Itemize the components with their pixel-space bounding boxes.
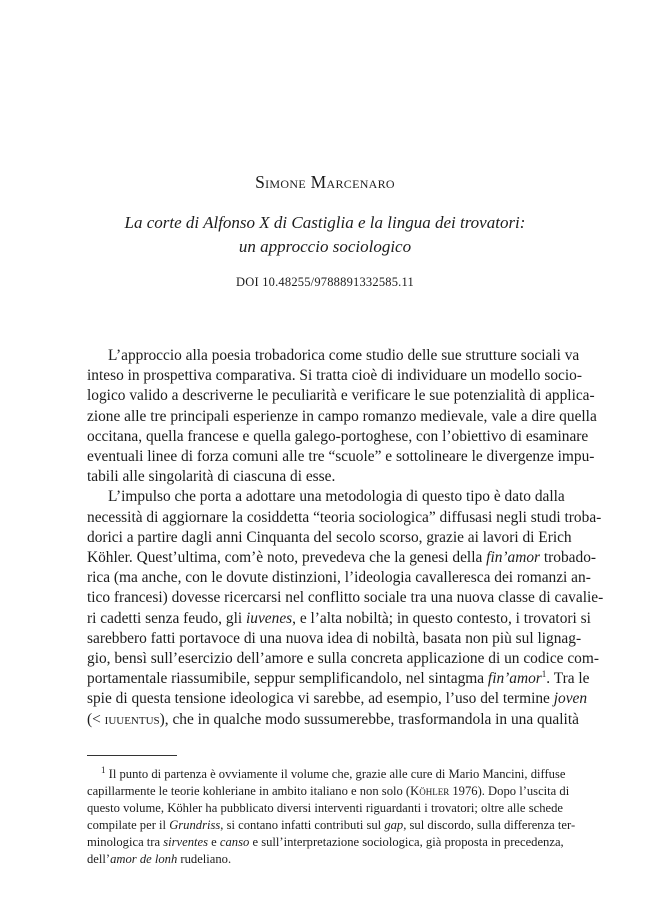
text-line xyxy=(87,764,566,783)
body-text xyxy=(87,346,604,730)
text-run: minologica tra xyxy=(87,835,164,849)
smallcaps-author: Köhler xyxy=(410,784,450,798)
text-line xyxy=(87,834,563,851)
text-run: trobado- xyxy=(540,549,597,567)
italic-term: fin’amor xyxy=(486,549,541,567)
text-run: rudeliano. xyxy=(177,852,232,866)
text-line: dorici a partire dagli anni Cinquanta del secolo scorso, grazie ai lavori di Erich xyxy=(87,528,572,546)
paragraph xyxy=(87,487,604,729)
title-line: La corte di Alfonso X di Castiglia e la lingua dei trovatori: xyxy=(124,213,526,232)
italic-term: sirventes xyxy=(163,835,209,849)
text-run: 1976). Dopo l’uscita di xyxy=(449,784,570,798)
text-line xyxy=(87,783,570,800)
text-line xyxy=(87,689,588,709)
text-line: inteso in prospettiva comparativa. Si tratta cioè di individuare un modello socio- xyxy=(87,367,582,385)
text-run: ), che in qualche modo sussumerebbe, trasformandola in una qualità xyxy=(159,710,579,728)
text-line xyxy=(87,710,579,730)
text-run: , si contano infatti contributi sul xyxy=(220,818,385,832)
text-run: dell’ xyxy=(87,852,111,866)
text-run: portamentale riassumibile, seppur semplificandolo, nel sintagma xyxy=(87,670,488,688)
italic-term: fin’amor xyxy=(487,670,542,688)
text-run: e sull’interpretazione sociologica, già proposta in precedenza, xyxy=(249,835,564,849)
text-run: (< xyxy=(87,710,105,728)
text-line: zione alle tre principali esperienze in campo romanzo medievale, vale a dire quella xyxy=(87,407,597,425)
title-line: un approccio sociologico xyxy=(238,237,412,256)
text-line: tabili alle singolarità di ciascuna di esse. xyxy=(87,468,336,486)
text-run: ri cadetti senza feudo, gli xyxy=(87,609,246,627)
text-line: eventuali linee di forza comuni alle tre “scuole” e sottolineare le divergenze impu- xyxy=(87,448,595,466)
italic-term: joven xyxy=(553,690,588,708)
footnote-ref[interactable]: 1 xyxy=(541,669,547,680)
text-line xyxy=(87,609,591,629)
text-line: tico francesi) dovesse ricercarsi nel conflitto sociale tra una nuova classe di cavalie- xyxy=(87,589,604,607)
italic-term: gap xyxy=(384,818,404,832)
text-line: necessità di aggiornare la cosiddetta “teoria sociologica” diffusasi negli studi troba- xyxy=(87,508,602,526)
author-name: Simone Marcenaro xyxy=(255,172,395,192)
smallcaps-term: iuuentus xyxy=(104,710,160,728)
text-run: , e l’alta nobiltà; in questo contesto, i trovatori si xyxy=(292,609,591,627)
paragraph xyxy=(87,346,597,487)
italic-term: canso xyxy=(219,835,250,849)
footnote-divider xyxy=(87,755,177,756)
italic-term: iuvenes xyxy=(245,609,293,627)
text-run: , sul discordo, sulla differenza ter- xyxy=(403,818,576,832)
text-line: L’impulso che porta a adottare una metodologia di questo tipo è dato dalla xyxy=(108,488,565,506)
text-line: logico valido a descriverne le peculiarità e verificare le sue potenzialità di applica- xyxy=(87,387,595,405)
text-run: e xyxy=(208,835,220,849)
text-run: Köhler. Quest’ultima, com’è noto, prevedeva che la genesi della xyxy=(87,549,487,567)
text-line: questo volume, Köhler ha pubblicato diversi interventi riguardanti i trovatori; oltre alle schede xyxy=(87,801,563,815)
text-line: sarebbero fatti portavoce di una nuova idea di nobiltà, basata non più sul lignag- xyxy=(87,629,582,647)
text-line xyxy=(87,669,590,689)
text-line xyxy=(87,817,576,834)
footnote-number: 1 xyxy=(101,764,106,775)
text-run: capillarmente le teorie kohleriane in ambito italiano e non solo ( xyxy=(87,784,411,798)
text-line: L’approccio alla poesia trobadorica come studio delle sue strutture sociali va xyxy=(108,347,580,364)
text-line: occitana, quella francese e quella galego-portoghese, con l’obiettivo di esaminare xyxy=(87,427,589,445)
doi-identifier: DOI 10.48255/9788891332585.11 xyxy=(236,275,414,289)
text-line: rica (ma anche, con le dovute distinzioni, l’ideologia cavalleresca dei romanzi an- xyxy=(87,569,591,587)
text-run: Il punto di partenza è ovviamente il volume che, grazie alle cure di Mario Mancini, diffuse xyxy=(105,767,566,781)
text-run: spie di questa tensione ideologica vi sarebbe, ad esempio, l’uso del termine xyxy=(87,690,554,708)
footnote xyxy=(87,764,576,868)
italic-term: Grundriss xyxy=(169,818,221,832)
text-run: . Tra le xyxy=(546,670,590,688)
text-line xyxy=(87,851,563,868)
italic-term: amor de lonh xyxy=(110,852,178,866)
text-line xyxy=(87,548,597,568)
paper-title xyxy=(40,211,610,259)
text-run: compilate per il xyxy=(87,818,170,832)
text-line: gio, bensì sull’esercizio dell’amore e sulla concreta applicazione di un codice com- xyxy=(87,650,599,668)
